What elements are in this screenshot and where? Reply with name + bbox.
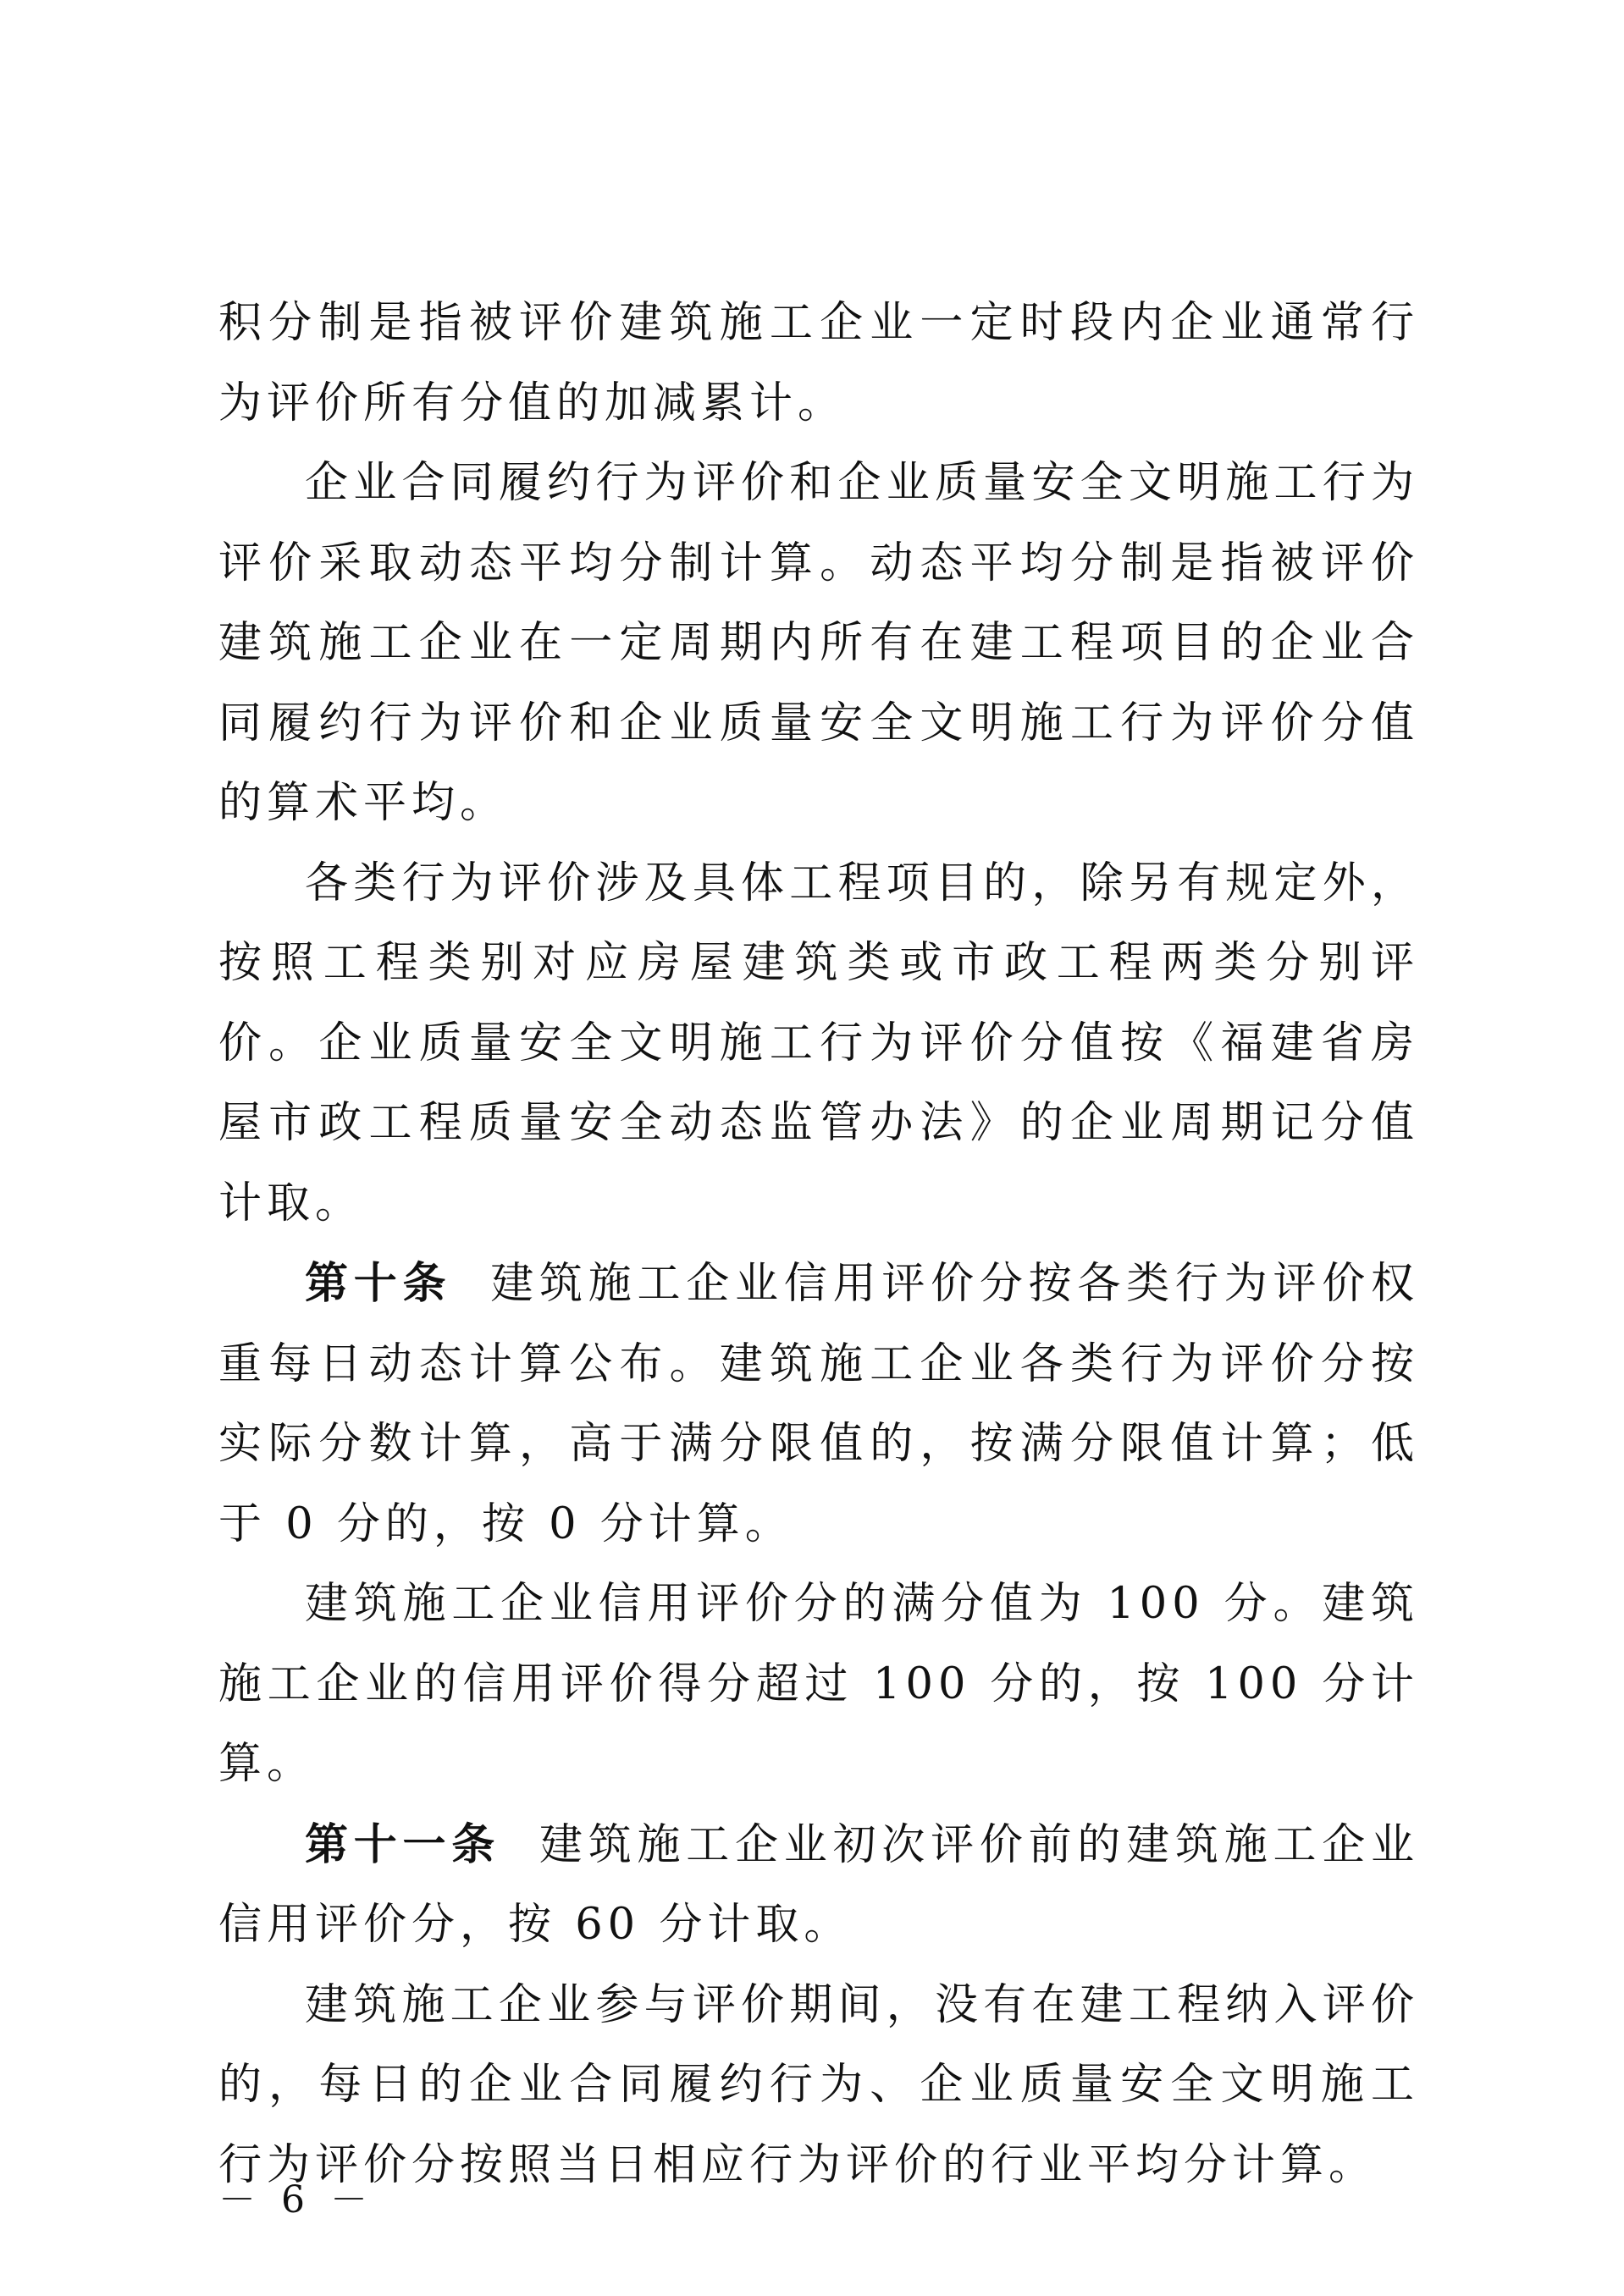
paragraph-continued [218, 284, 1419, 444]
article-11 [218, 1805, 1419, 1966]
paragraph-text: 建筑施工企业信用评价分按各类行为评价权重每日动态计算公布。建筑施工企业各类行为评价分按实际分数计算，高于满分限值的，按满分限值计算；低于 0 分的，按 0 分计算。 [218, 1259, 1419, 1549]
paragraph [218, 444, 1419, 844]
paragraph-text: 建筑施工企业初次评价前的建筑施工企业信用评价分，按 60 分计取。 [218, 1819, 1419, 1950]
article-10 [218, 1244, 1419, 1565]
article-label: 第十一条 [305, 1819, 501, 1870]
paragraph-text: 建筑施工企业信用评价分的满分值为 100 分。建筑施工企业的信用评价得分超过 100 分的，按 100 分计算。 [218, 1579, 1419, 1789]
paragraph-text: 企业合同履约行为评价和企业质量安全文明施工行为评价采取动态平均分制计算。动态平均分制是指被评价建筑施工企业在一定周期内所有在建工程项目的企业合同履约行为评价和企业质量安全文明施工行为评价分值的算术平均。 [218, 458, 1419, 828]
article-label: 第十条 [305, 1258, 452, 1309]
paragraph [218, 1966, 1419, 2206]
document-body [218, 284, 1419, 2205]
page-number: － 6 － [218, 2178, 374, 2221]
paragraph-text: 建筑施工企业参与评价期间，没有在建工程纳入评价的，每日的企业合同履约行为、企业质量安全文明施工行为评价分按照当日相应行为评价的行业平均分计算。 [218, 1979, 1419, 2190]
paragraph [218, 844, 1419, 1245]
paragraph-text: 各类行为评价涉及具体工程项目的，除另有规定外，按照工程类别对应房屋建筑类或市政工程两类分别评价。企业质量安全文明施工行为评价分值按《福建省房屋市政工程质量安全动态监管办法》的企业周期记分值计取。 [218, 858, 1419, 1228]
paragraph-text: 积分制是指被评价建筑施工企业一定时段内企业通常行为评价所有分值的加减累计。 [218, 298, 1419, 428]
paragraph [218, 1565, 1419, 1805]
